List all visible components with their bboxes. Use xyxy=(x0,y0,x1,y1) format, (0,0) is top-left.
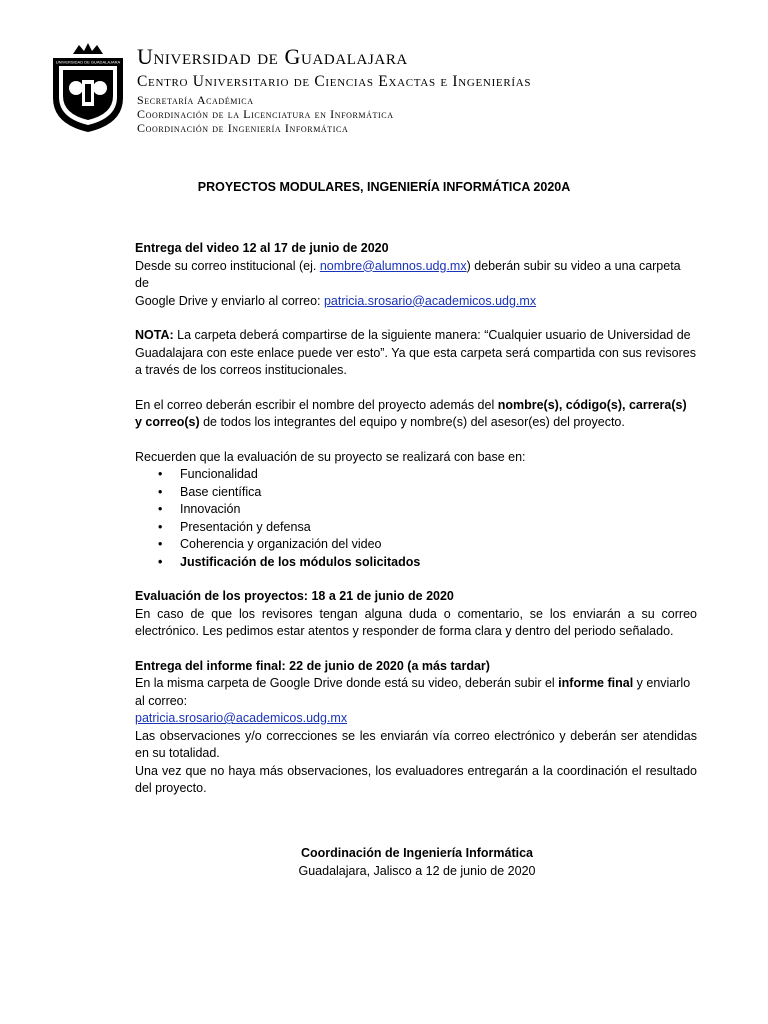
signature-block xyxy=(0,845,768,880)
centro-name: Centro Universitario de Ciencias Exactas e Ingenierías xyxy=(137,73,532,90)
email-example-link[interactable]: nombre@alumnos.udg.mx xyxy=(319,258,467,273)
correo-paragraph: En el correo deberán escribir el nombre del proyecto además del nombre(s), código(s), carrera(s) y correo(s) de todos los integrantes del equipo y nombre(s) del asesor(es) del proyecto. xyxy=(135,397,687,429)
informe-email-link[interactable]: patricia.srosario@academicos.udg.mx xyxy=(135,711,348,725)
video-paragraph: Desde su correo institucional (ej. nombre@alumnos.udg.mx) deberán subir su video a una carpeta de Google Drive y enviarlo al correo: patricia.srosario@academicos.udg.mx xyxy=(135,258,681,308)
list-item: • Innovación xyxy=(135,501,697,519)
informe-paragraph: En la misma carpeta de Google Drive donde está su video, deberán subir el informe final y enviarlo al correo: xyxy=(135,676,691,708)
nota-paragraph: NOTA: La carpeta deberá compartirse de la siguiente manera: “Cualquier usuario de Universidad de Guadalajara con este enlace puede ver esto”. Ya que esta carpeta será compartida con sus revisores a través de los correos institucionales. xyxy=(135,328,696,377)
evaluacion-heading: Evaluación de los proyectos: 18 a 21 de junio de 2020 xyxy=(135,589,454,603)
list-item: • Presentación y defensa xyxy=(135,519,697,537)
informe-email-line xyxy=(135,710,697,728)
institution-header xyxy=(137,46,531,136)
observaciones-paragraph: Las observaciones y/o correcciones se les enviarán vía correo electrónico y deberán ser atendidas en su totalidad. xyxy=(135,728,697,760)
evaluacion-paragraph: En caso de que los revisores tengan alguna duda o comentario, se los enviarán a su correo electrónico. Les pedimos estar atentos y responder de forma clara y dentro del periodo señalado. xyxy=(135,606,697,638)
final-paragraph: Una vez que no haya más observaciones, los evaluadores entregarán a la coordinación el resultado del proyecto. xyxy=(135,763,697,795)
list-item: • Coherencia y organización del video xyxy=(135,536,697,554)
header-line-licenciatura: Coordinación de la Licenciatura en Informática xyxy=(137,106,394,121)
university-name: Universidad de Guadalajara xyxy=(137,44,408,69)
list-item: • Funcionalidad xyxy=(135,466,697,484)
list-item-bold: • Justificación de los módulos solicitados xyxy=(135,554,697,572)
video-heading: Entrega del video 12 al 17 de junio de 2020 xyxy=(135,241,389,255)
criteria-list xyxy=(135,466,697,571)
nota-label: NOTA: xyxy=(135,328,174,342)
email-contact-link[interactable]: patricia.srosario@academicos.udg.mx xyxy=(323,293,537,308)
document-title: PROYECTOS MODULARES, INGENIERÍA INFORMÁTICA 2020A xyxy=(197,180,571,194)
header-line-secretaria: Secretaría Académica xyxy=(137,92,254,107)
document-body xyxy=(135,240,697,798)
svg-text:UNIVERSIDAD DE GUADALAJARA: UNIVERSIDAD DE GUADALAJARA xyxy=(55,59,121,65)
footer-place-date: Guadalajara, Jalisco a 12 de junio de 2020 xyxy=(298,863,536,878)
footer-org: Coordinación de Ingeniería Informática xyxy=(301,846,533,860)
header-line-ingenieria: Coordinación de Ingeniería Informática xyxy=(137,120,349,135)
university-seal-logo xyxy=(49,40,127,134)
informe-heading: Entrega del informe final: 22 de junio de 2020 (a más tardar) xyxy=(135,658,490,673)
criteria-intro: Recuerden que la evaluación de su proyecto se realizará con base en: xyxy=(135,449,526,464)
list-item: • Base científica xyxy=(135,484,697,502)
